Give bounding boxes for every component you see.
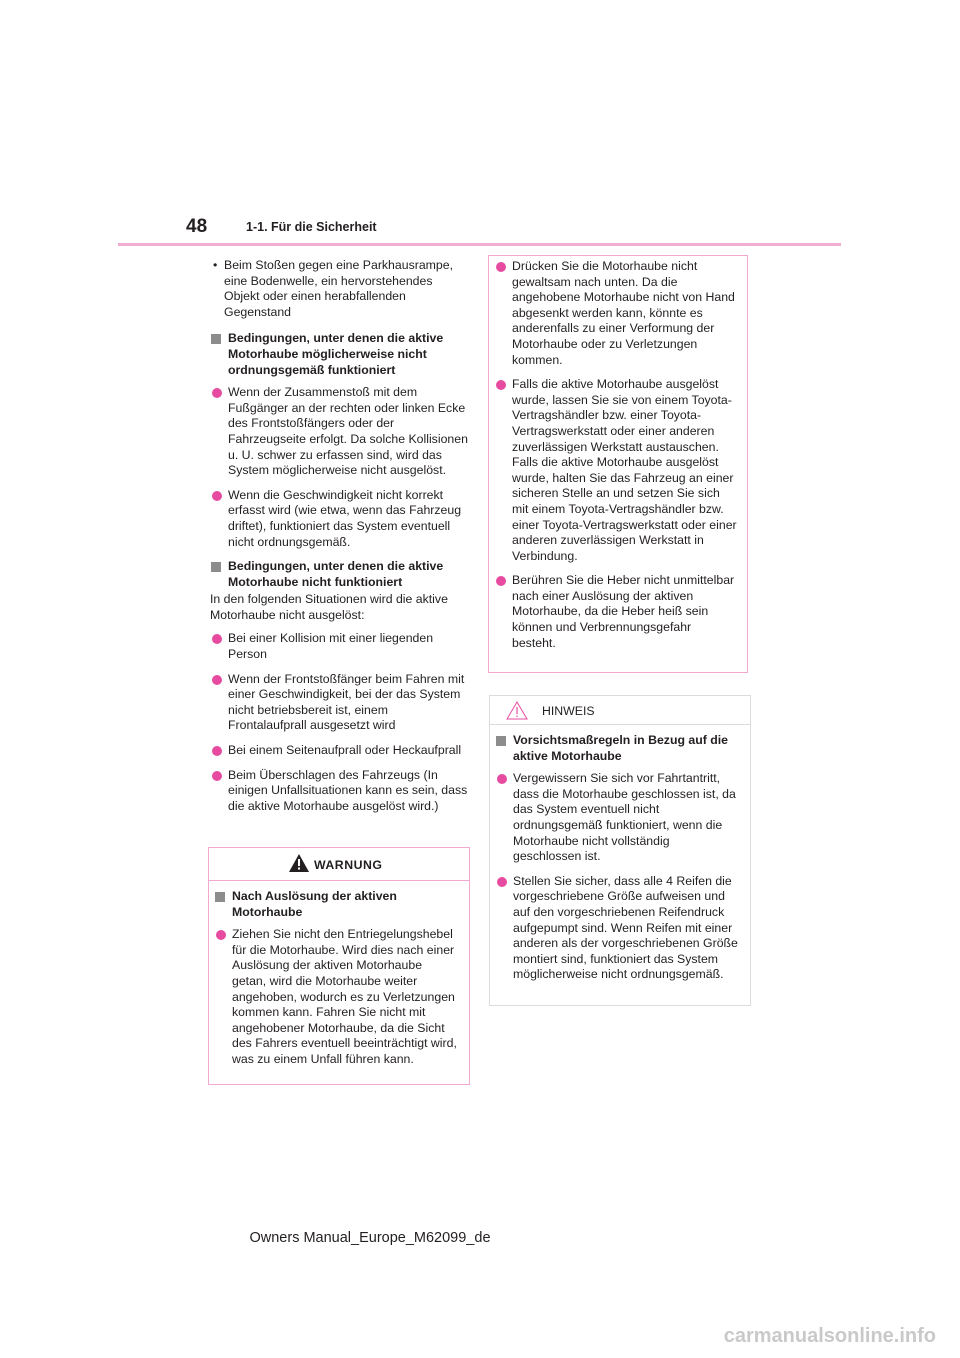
notice-label: HINWEIS xyxy=(542,704,595,718)
watermark: carmanualsonline.info xyxy=(723,1325,936,1347)
left-column xyxy=(210,258,468,823)
warning-label: WARNUNG xyxy=(314,858,383,872)
list-item: Wenn der Zusammenstoß mit dem Fußgänger an der rechten oder linken Ecke des Frontstoßfängers oder der Fahrzeugseite erfolgt. Da solche Kollisionen u. U. schwer zu erfassen sind, wird das System möglicherweise nicht ausgelöst. xyxy=(210,385,468,479)
dash-item: • Beim Stoßen gegen eine Parkhausrampe, eine Bodenwelle, ein hervorstehendes Objekt oder einen herabfallenden Gegenstand xyxy=(210,258,468,320)
list-item: Falls die aktive Motorhaube ausgelöst wurde, lassen Sie sie von einem Toyota-Vertragshändler bzw. einer Toyota-Vertragswerkstatt oder einer anderen zuverlässigen Werkstatt austauschen. Falls die aktive Motorhaube ausgelöst wurde, halten Sie das Fahrzeug an einer sicheren Stelle an und setzen Sie sich mit einem Toyota-Vertragshändler bzw. einer Toyota-Vertragswerkstatt oder einer anderen zuverlässigen Werkstatt in Verbindung. xyxy=(494,377,737,564)
page-number: 48 xyxy=(186,216,208,237)
warning-header xyxy=(209,848,469,881)
list-item: Ziehen Sie nicht den Entriegelungshebel für die Motorhaube. Wird dies nach einer Auslösung der aktiven Motorhaube getan, wird die Motorhaube weiter angehoben, wodurch es zu Verletzungen kommen kann. Fahren Sie nicht mit angehobener Motorhaube, da die Sicht des Fahrers eventuell beeinträchtigt wird, was zu einem Unfall führen kann. xyxy=(214,927,459,1067)
list-item: Bei einer Kollision mit einer liegenden Person xyxy=(210,631,468,662)
section-heading: Bedingungen, unter denen die aktive Motorhaube möglicherweise nicht ordnungsgemäß funktioniert xyxy=(210,331,468,378)
footer-text: Owners Manual_Europe_M62099_de xyxy=(249,1230,491,1246)
list-item: Stellen Sie sicher, dass alle 4 Reifen die vorgeschriebene Größe aufweisen und auf den vorgeschriebenen Reifendruck aufgepumpt sind. Wenn Reifen mit einer anderen als der vorgeschriebenen Größe montiert sind, funktioniert das System möglicherweise nicht ordnungsgemäß. xyxy=(495,874,740,983)
list-item: Wenn die Geschwindigkeit nicht korrekt erfasst wird (wie etwa, wenn das Fahrzeug driftet), funktioniert das System eventuell nicht ordnungsgemäß. xyxy=(210,488,468,550)
list-item: Beim Überschlagen des Fahrzeugs (In einigen Unfallsituationen kann es sein, dass die aktive Motorhaube ausgelöst wird.) xyxy=(210,768,468,815)
right-column xyxy=(491,258,749,676)
warning-continuation-box xyxy=(488,255,748,673)
intro-text: In den folgenden Situationen wird die aktive Motorhaube nicht ausgelöst: xyxy=(210,592,448,622)
list-item: Wenn der Frontstoßfänger beim Fahren mit einer Geschwindigkeit, bei der das System nicht betriebsbereit ist, einem Frontalaufprall ausgesetzt wird xyxy=(210,672,468,734)
warning-box xyxy=(208,847,470,1085)
list-item: Bei einem Seitenaufprall oder Heckaufprall xyxy=(210,743,468,759)
section-heading: Bedingungen, unter denen die aktive Motorhaube nicht funktioniert xyxy=(210,559,468,590)
caution-triangle-icon xyxy=(506,701,528,720)
list-item: Drücken Sie die Motorhaube nicht gewaltsam nach unten. Da die angehobene Motorhaube nicht von Hand abgesenkt werden kann, könnte es anderenfalls zu einer Verformung der Motorhaube oder zu Verletzungen kommen. xyxy=(494,259,737,368)
section-title: 1-1. Für die Sicherheit xyxy=(246,220,377,234)
notice-box xyxy=(489,695,751,1006)
notice-header xyxy=(490,696,750,725)
warning-triangle-icon xyxy=(289,854,309,872)
warning-heading: Nach Auslösung der aktiven Motorhaube xyxy=(214,889,459,920)
notice-heading: Vorsichtsmaßregeln in Bezug auf die aktive Motorhaube xyxy=(495,733,740,764)
list-item: Berühren Sie die Heber nicht unmittelbar nach einer Auslösung der aktiven Motorhaube, da die Heber heiß sein können und Verbrennungsgefahr besteht. xyxy=(494,573,737,651)
list-item: Vergewissern Sie sich vor Fahrtantritt, dass die Motorhaube geschlossen ist, da das System eventuell nicht ordnungsgemäß funktioniert, wenn die Motorhaube nicht vollständig geschlossen ist. xyxy=(495,771,740,865)
header-rule xyxy=(118,243,841,246)
